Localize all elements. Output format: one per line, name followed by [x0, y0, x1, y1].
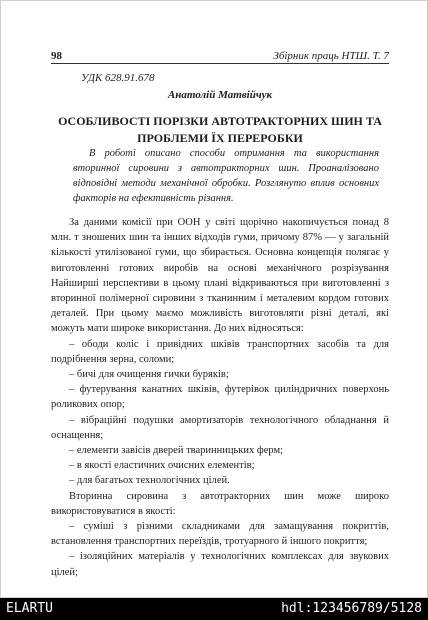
abstract: В роботі описано способи отримання та використання вторинної сировини з автотракторних шин. Проаналізовано відповідні методи механічної обробки. Розглянуто вплив основних факторів на ефективність різання.	[73, 148, 379, 204]
list-item: – в якості еластичних очисних елементів;	[69, 460, 255, 472]
list-item: – ободи коліс і привідних шківів транспортних засобів та для подрібнення зерна, соломи;	[51, 338, 389, 365]
article-title-line-2: ПРОБЛЕМИ ЇХ ПЕРЕРОБКИ	[137, 131, 303, 145]
list-item: – суміші з різними складниками для замащування покриттів, встановлення транспортних переїздів, тротуарного й іншого покриття;	[51, 521, 389, 548]
list-item: – вібраційні подушки амортизаторів технологічного обладнання й оснащення;	[51, 414, 389, 441]
list-item: – бичі для очищення гички буряків;	[69, 369, 229, 381]
running-header	[51, 50, 389, 64]
article-body	[51, 215, 389, 580]
udc-code: УДК 628.91.678	[81, 72, 155, 84]
article-title	[51, 113, 389, 147]
journal-title: Збірник праць НТШ. Т. 7	[273, 50, 389, 62]
list-item: – елементи завісів дверей тваринницьких ферм;	[69, 445, 284, 457]
author-name: Анатолій Матвійчук	[167, 89, 273, 101]
list-item: – ізоляційних матеріалів у технологічних комплексах для звукових цілей;	[51, 551, 389, 578]
list-item: – для багатьох технологічних цілей.	[69, 475, 230, 487]
handle-identifier: hdl:123456789/5128	[281, 601, 422, 616]
body-paragraph: Вторинна сировина з автотракторних шин може широко використовуватися в якості:	[51, 490, 389, 517]
article-title-line-1: ОСОБЛИВОСТІ ПОРІЗКИ АВТОТРАКТОРНИХ ШИН ТА	[58, 114, 382, 128]
body-paragraph: За даними комісії при ООН у світі щорічно накопичується понад 8 млн. т зношених шин та інших відходів гуми, причому 87% — у загальній кількості утилізованої гуми, що збирається. Основна концепція полягає у виготовленні готових виробів на основі механічного розрізування Найширші перспективи в цьому плані відкриваються при виготовленні з вторинної полімерної сировини з тканинним і металевим кордом готових деталей. При цьому маємо можливість виготовляти різні деталі, які можуть мати широке використання. До них відносяться:	[51, 217, 389, 335]
list-item: – футерування канатних шківів, футерівок циліндричних поверхонь роликових опор;	[51, 384, 389, 411]
repository-footer-bar	[0, 598, 428, 620]
page-number: 98	[51, 50, 62, 62]
repository-name: ELARTU	[6, 601, 53, 616]
